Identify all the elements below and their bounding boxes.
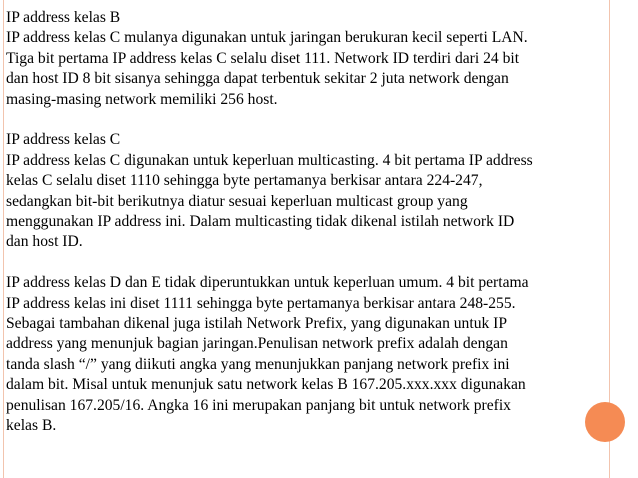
text-line: Sebagai tambahan dikenal juga istilah Network Prefix, yang digunakan untuk IP [6, 315, 508, 333]
text-line: dan host ID. [6, 233, 83, 251]
text-line: penulisan 167.205/16. Angka 16 ini merupakan panjang bit untuk network prefix [6, 396, 511, 414]
paragraph-heading: IP address kelas C [6, 131, 121, 149]
text-line: address yang menunjuk bagian jaringan.Penulisan network prefix adalah dengan [6, 335, 508, 353]
text-line: IP address kelas D dan E tidak diperuntukkan untuk keperluan umum. 4 bit pertama [6, 274, 529, 292]
text-line: kelas B. [6, 417, 57, 435]
text-line: masing-masing network memiliki 256 host. [6, 90, 278, 108]
paragraph-kelas-c [6, 130, 606, 252]
left-border-line [3, 0, 4, 478]
paragraph-heading: IP address kelas B [6, 9, 121, 26]
text-line: tanda slash “/” yang diikuti angka yang menunjukkan panjang network prefix ini [6, 355, 510, 373]
text-line: Tiga bit pertama IP address kelas C selalu diset 111. Network ID terdiri dari 24 bit [6, 49, 520, 67]
text-line: dan host ID 8 bit sisanya sehingga dapat terbentuk sekitar 2 juta network dengan [6, 70, 509, 88]
text-line: dalam bit. Misal untuk menunjuk satu network kelas B 167.205.xxx.xxx digunakan [6, 376, 526, 394]
slide-body-text [6, 8, 606, 437]
text-line: IP address kelas ini diset 1111 sehingga byte pertamanya berkisar antara 248-255. [6, 294, 516, 312]
text-line: menggunakan IP address ini. Dalam multicasting tidak dikenal istilah network ID [6, 213, 515, 231]
paragraph-kelas-d-e [6, 273, 606, 436]
text-line: IP address kelas C mulanya digunakan untuk jaringan berukuran kecil seperti LAN. [6, 29, 528, 47]
text-line: sedangkan bit-bit berikutnya diatur sesuai keperluan multicast group yang [6, 192, 468, 210]
text-line: IP address kelas C digunakan untuk keperluan multicasting. 4 bit pertama IP address [6, 151, 533, 169]
paragraph-kelas-b [6, 8, 606, 110]
text-line: kelas C selalu diset 1110 sehingga byte pertamanya berkisar antara 224-247, [6, 172, 483, 190]
